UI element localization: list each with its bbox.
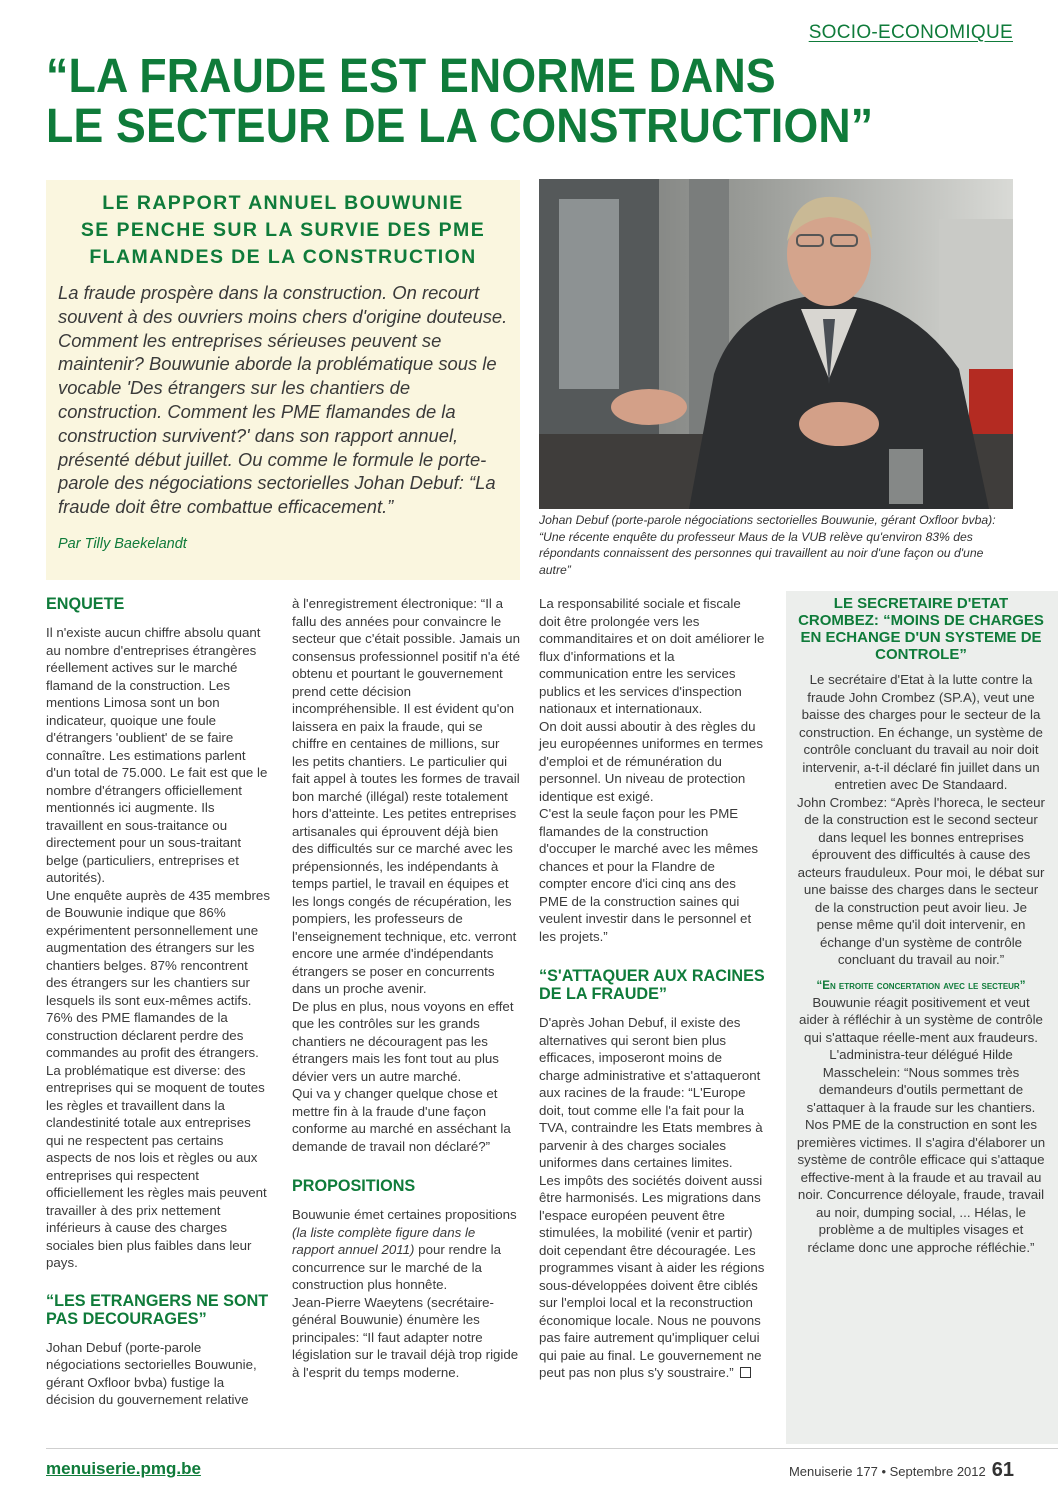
page-number: 61 (991, 1459, 1014, 1481)
paragraph (539, 1172, 765, 1382)
heading-enquete: ENQUETE (46, 595, 125, 613)
italic-run: (la liste complète figure dans le rapport annuel 2011) (292, 1224, 476, 1257)
sidebar-subheading: “En etroite concertation avec le secteur” (816, 979, 1026, 992)
heading-racines: “S'ATTAQUER AUX RACINES DE LA FRAUDE” (539, 967, 765, 1003)
paragraph: Jean-Pierre Waeytens (secrétaire-général Bouwunie) énumère les principales: “Il faut adapter notre législation sur le travail déjà trop rigide à l'esprit du temps moderne. (292, 1294, 519, 1380)
title-line-2: LE SECTEUR DE LA CONSTRUCTION” (46, 100, 874, 153)
paragraph: On doit aussi aboutir à des règles du jeu européennes uniformes en termes d'emploi et de rémunération du personnel. Un niveau de protection identique est exigé. (539, 718, 763, 804)
column-3 (539, 595, 765, 1382)
paragraph: Bouwunie réagit positivement et veut aider à réfléchir à un système de contrôle qui s'attaque réelle-ment aux fraudeurs. L'administra-teur délégué Hilde Masschelein: “Nous sommes très demandeurs d'outils permettant de s'attaquer à la fraude sur les chantiers. Nos PME de la construction en sont les premières victimes. Il s'agira d'élaborer un système de contrôle efficace qui s'attaque effective-ment à la fraude et au travail au noir. Concurrence déloyale, fraude, travail au noir, dumping social, ... Hélas, le problème a de multiples visages et réclame donc une approche réfléchie.” (796, 994, 1046, 1255)
paragraph: Une enquête auprès de 435 membres de Bouwunie indique que 86% expérimentent personnellement une augmentation des étrangers sur les chantiers belges. 87% rencontrent des étrangers sur les chantiers sur lesquels ils sont eux-mêmes actifs. 76% des PME flamandes de la construction déclarent perdre des commandes au profit des étrangers. La problématique est diverse: des entreprises qui se moquent de toutes les règles et travaillent dans la clandestinité totale aux entreprises qui ne respectent pas certains aspects de nos lois et règles ou aux entreprises qui respectent officiellement les règles mais peuvent travailler à des prix nettement inférieurs à cause des charges sociales bien plus faibles dans leur pays. (46, 887, 270, 1270)
paragraph: C'est la seule façon pour les PME flamandes de la construction d'occuper le marché avec les mêmes chances et pour la Flandre de compter encore d'ici cinq ans des PME de la construction saines qui veulent investir dans le personnel et les projets.” (539, 806, 759, 944)
sidebar-heading: LE SECRETAIRE D'ETAT CROMBEZ: “MOINS DE CHARGES EN ECHANGE D'UN SYSTEME DE CONTROLE” (798, 595, 1044, 663)
paragraph: De plus en plus, nous voyons en effet que les contrôles sur les grands chantiers ne découragent pas les étrangers mais les font tout au plus dévier vers un autre marché. (292, 998, 514, 1084)
end-square-icon (740, 1367, 751, 1378)
column-2 (292, 595, 520, 1381)
text-run: Bouwunie émet certaines propositions (292, 1207, 517, 1222)
paragraph: Le secrétaire d'Etat à la lutte contre la fraude John Crombez (SP.A), veut une baisse des charges pour le secteur de la construction. En échange, un système de contrôle concluant du travail au noir doit intervenir, a-t-il déclaré fin juillet dans un entretien avec De Standaard. (799, 672, 1043, 792)
heading-propositions: PROPOSITIONS (292, 1177, 416, 1195)
paragraph: D'après Johan Debuf, il existe des alternatives qui seront bien plus efficaces, imposeront moins de charge administrative et s'attaqueront aux racines de la fraude: “L'Europe doit, tout comme elle l'a fait pour la TVA, contraindre les Etats membres à parvenir à des charges sociales uniformes dans certaines limites. (539, 1015, 763, 1170)
title-line-1: “LA FRAUDE EST ENORME DANS (46, 50, 776, 103)
text-run: Les impôts des sociétés doivent aussi être harmonisés. Les migrations dans l'espace européen peuvent être stimulées, la mobilité (venir et partir) doit cependant être découragée. Les programmes visant à aider les régions sous-développées doivent être ciblés sur l'emploi local et la reconstruction économique locale. Nous ne pouvons pas faire autrement qu'impliquer celui qui paie au final. Le gouvernement ne peut pas non plus s'y soustraire.” (539, 1172, 765, 1380)
photo-caption: Johan Debuf (porte-parole négociations sectorielles Bouwunie, gérant Oxfloor bvba): “Une récente enquête du professeur Maus de la VUB relève qu'environ 83% des répondants connaissent des personnes qui travaillent au noir d'une façon ou d'une autre” (539, 513, 996, 577)
paragraph (292, 1206, 520, 1294)
article-title (46, 52, 957, 152)
footer-site-link[interactable]: menuiserie.pmg.be (46, 1459, 201, 1478)
paragraph: La responsabilité sociale et fiscale doit être prolongée vers les commanditaires et on doit améliorer le flux d'informations et la communication entre les services publics et les services d'inspection nationaux et internationaux. (539, 596, 765, 716)
section-tag: SOCIO-ECONOMIQUE (808, 22, 1013, 43)
paragraph: John Crombez: “Après l'horeca, le secteur de la construction est le second secteur dans lequel les bonnes entreprises éprouvent des difficultés à cause des acteurs frauduleux. Pour moi, le débat sur une baisse des charges dans le secteur de la construction peut avoir lieu. Je pense même qu'il doit intervenir, en échange d'un système de contrôle concluant du travail au noir.” (797, 794, 1045, 967)
footer-rule (46, 1448, 1058, 1449)
paragraph: Johan Debuf (porte-parole négociations sectorielles Bouwunie, gérant Oxfloor bvba) fustige la décision du gouvernement relative (46, 1339, 257, 1407)
paragraph: Il n'existe aucun chiffre absolu quant au nombre d'entreprises étrangères réellement actives sur le marché flamand de la construction. Les mentions Limosa sont un bon indicateur, quoique une foule d'étrangers 'oublient' de se faire connaître. Les estimations parlent d'un total de 75.000. Le fait est que le nombre d'étrangers officiellement mentionnés ici augmente. Ils travaillent en sous-traitance ou directement pour un sous-traitant belge (particuliers, entreprises et autorités). (46, 625, 268, 885)
byline: Par Tilly Baekelandt (58, 535, 187, 552)
text-run: pour rendre la concurrence sur le marché de la construction plus honnête. (292, 1242, 501, 1292)
heading-etrangers: “LES ETRANGERS NE SONT PAS DECOURAGES” (46, 1291, 269, 1328)
issue-label: Menuiserie 177 • Septembre 2012 (788, 1464, 986, 1479)
intro-text: La fraude prospère dans la construction. On recourt souvent à des ouvriers moins chers d'origine douteuse. Comment les entreprises sérieuses peuvent se maintenir? Bouwunie aborde la problématique sous le vocable 'Des étrangers sur les chantiers de construction. Comment les PME flamandes de la construction survivent?' dans son rapport annuel, présenté début juillet. Ou comme le formule le porte-parole des négociations sectorielles Johan Debuf: “La fraude doit être combattue efficacement.” (58, 282, 508, 518)
footer-issue (789, 1459, 1014, 1482)
intro-heading-line-1: LE RAPPORT ANNUEL BOUWUNIE (102, 192, 464, 214)
intro-heading-line-3: FLAMANDES DE LA CONSTRUCTION (89, 246, 477, 268)
column-1 (46, 595, 272, 1409)
intro-heading-line-2: SE PENCHE SUR LA SURVIE DES PME (80, 219, 486, 241)
sidebar-box (786, 591, 1058, 1444)
paragraph: à l'enregistrement électronique: “Il a fallu des années pour convaincre le secteur que c'était possible. Jamais un consensus professionnel positif n'a été obtenu et pourtant le gouvernement prend cette décision incompréhensible. Il est évident qu'on laissera en paix la fraude, qui se chiffre en centaines de millions, sur les petits chantiers. Le particulier qui fait appel à toutes les formes de travail bon marché (illégal) reste totalement hors d'atteinte. Les petites entreprises artisanales qui éprouvent déjà bien des difficultés sur ce marché avec les prépensionnés, les indépendants à temps partiel, le travail en équipes et les longs congés de récupération, les pompiers, les professeurs de l'enseignement technique, etc. verront encore une armée d'indépendants étrangers se poser en concurrents dans un proche avenir. (292, 596, 520, 996)
paragraph: Qui va y changer quelque chose et mettre fin à la fraude d'une façon conforme au marché en asséchant la demande de travail non déclaré?” (292, 1086, 511, 1154)
intro-heading (58, 190, 508, 271)
portrait-photo (539, 179, 1013, 509)
portrait-illustration (539, 179, 1013, 509)
intro-box (46, 180, 520, 580)
